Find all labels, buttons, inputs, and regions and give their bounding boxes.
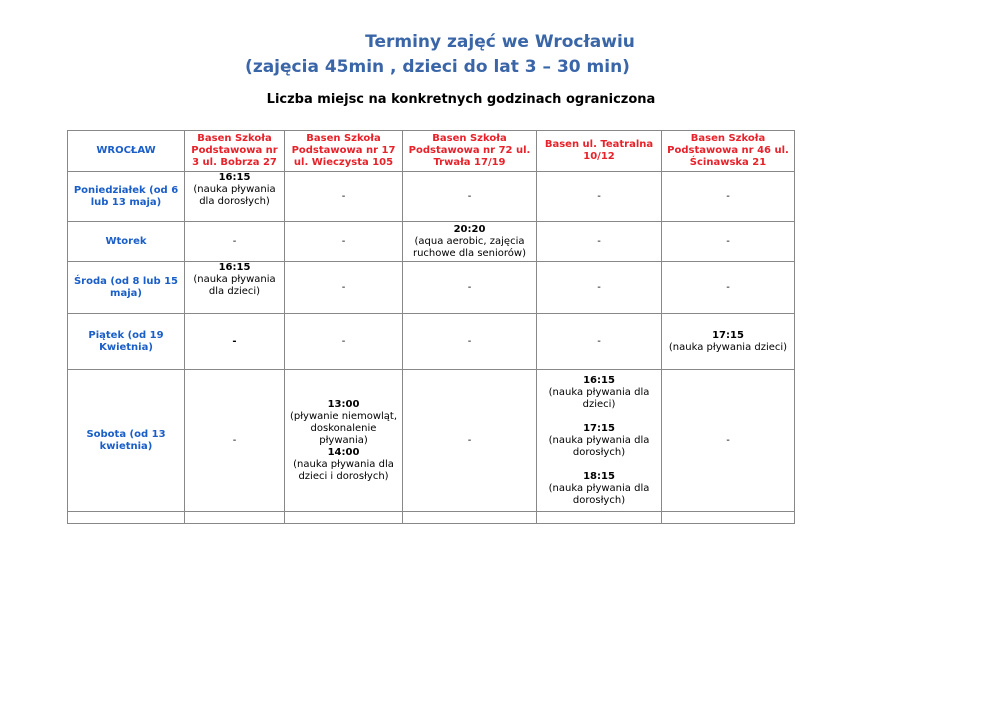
table-header-row xyxy=(68,131,795,172)
schedule-table xyxy=(67,130,795,524)
class-description: (nauka pływania dla dorosłych) xyxy=(193,184,276,207)
table-row xyxy=(68,172,795,222)
time-label: 13:00 xyxy=(327,398,360,410)
class-description: (nauka pływania dla dorosłych) xyxy=(548,434,650,458)
page-title: Terminy zajęć we Wrocławiu xyxy=(365,32,635,52)
schedule-cell: - xyxy=(185,314,285,370)
schedule-cell: - xyxy=(285,262,403,314)
day-cell: Piątek (od 19 Kwietnia) xyxy=(68,314,185,370)
class-description: (nauka pływania dla dorosłych) xyxy=(548,482,650,506)
schedule-cell: - xyxy=(662,262,795,314)
schedule-cell xyxy=(185,262,285,314)
time-label: 20:20 xyxy=(453,223,486,235)
class-description: (nauka pływania dla dzieci) xyxy=(193,274,276,297)
schedule-cell: - xyxy=(537,314,662,370)
day-cell: Poniedziałek (od 6 lub 13 maja) xyxy=(68,172,185,222)
schedule-cell xyxy=(285,370,403,512)
column-header-pool: Basen ul. Teatralna 10/12 xyxy=(537,131,662,172)
schedule-cell: - xyxy=(403,262,537,314)
schedule-cell: - xyxy=(185,222,285,262)
schedule-cell: - xyxy=(285,314,403,370)
class-description: (nauka pływania dla dzieci) xyxy=(548,386,650,410)
time-label: 16:15 xyxy=(218,262,251,273)
class-description: (aqua aerobic, zajęcia ruchowe dla seniorów) xyxy=(412,235,527,259)
page-subtitle: Liczba miejsc na konkretnych godzinach ograniczona xyxy=(266,92,656,107)
class-description: (nauka pływania dla dzieci i dorosłych) xyxy=(293,458,394,482)
schedule-cell: - xyxy=(537,172,662,222)
column-header-pool: Basen Szkoła Podstawowa nr 3 ul. Bobrza 27 xyxy=(185,131,285,172)
schedule-cell: - xyxy=(662,222,795,262)
time-label: 16:15 xyxy=(583,374,615,386)
column-header-pool: Basen Szkoła Podstawowa nr 17 ul. Wieczysta 105 xyxy=(285,131,403,172)
table-row xyxy=(68,314,795,370)
column-header-city: WROCŁAW xyxy=(68,131,185,172)
schedule-cell: - xyxy=(537,222,662,262)
schedule-cell: - xyxy=(662,172,795,222)
schedule-cell: - xyxy=(662,370,795,512)
schedule-cell xyxy=(662,314,795,370)
schedule-cell xyxy=(403,222,537,262)
schedule-cell xyxy=(537,370,662,512)
day-cell: Sobota (od 13 kwietnia) xyxy=(68,370,185,512)
schedule-cell: - xyxy=(403,370,537,512)
class-description: (nauka pływania dzieci) xyxy=(668,341,788,353)
time-label: 16:15 xyxy=(218,172,251,183)
column-header-pool: Basen Szkoła Podstawowa nr 46 ul. Ścinawska 21 xyxy=(662,131,795,172)
table-row xyxy=(68,370,795,512)
schedule-cell: - xyxy=(403,172,537,222)
time-label: 18:15 xyxy=(583,470,615,482)
schedule-cell: - xyxy=(537,262,662,314)
table-row xyxy=(68,222,795,262)
day-cell: Środa (od 8 lub 15 maja) xyxy=(68,262,185,314)
time-label: 17:15 xyxy=(583,422,615,434)
schedule-cell: - xyxy=(403,314,537,370)
table-row xyxy=(68,262,795,314)
column-header-pool: Basen Szkoła Podstawowa nr 72 ul. Trwała 17/19 xyxy=(403,131,537,172)
page-title-details: (zajęcia 45min , dzieci do lat 3 – 30 min) xyxy=(245,57,630,77)
schedule-cell: - xyxy=(285,172,403,222)
time-label: 17:15 xyxy=(712,329,744,341)
schedule-cell: - xyxy=(185,370,285,512)
schedule-cell xyxy=(185,172,285,222)
schedule-cell: - xyxy=(285,222,403,262)
time-label: 14:00 xyxy=(327,446,360,458)
class-description: (pływanie niemowląt, doskonalenie pływania) xyxy=(289,410,398,446)
day-cell: Wtorek xyxy=(68,222,185,262)
table-row-empty xyxy=(68,512,795,524)
